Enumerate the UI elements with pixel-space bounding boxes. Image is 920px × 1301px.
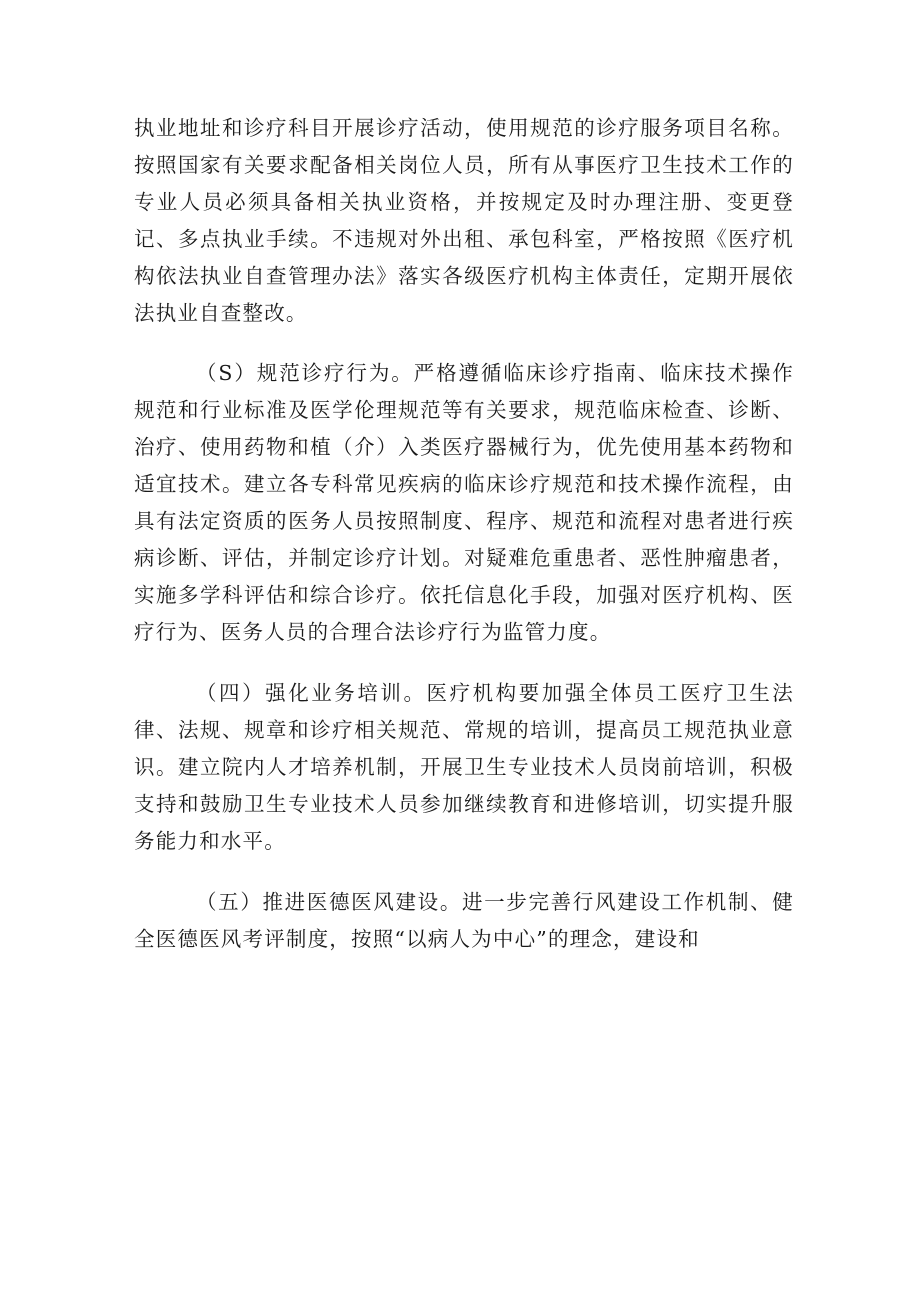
paragraph-section-3-standardize-diagnosis: （S）规范诊疗行为。严格遵循临床诊疗指南、临床技术操作规范和行业标准及医学伦理规范等有关要求，规范临床检查、诊断、治疗、使用药物和植（介）入类医疗器械行为，优先使用基本药物和适宜技术。建立各专科常见疾病的临床诊疗规范和技术操作流程，由具有法定资质的医务人员按照制度、程序、规范和流程对患者进行疾病诊断、评估，并制定诊疗计划。对疑难危重患者、恶性肿瘤患者，实施多学科评估和综合诊疗。依托信息化手段，加强对医疗机构、医疗行为、医务人员的合理合法诊疗行为监管力度。 [134,361,794,644]
paragraph-section-4-business-training: （四）强化业务培训。医疗机构要加强全体员工医疗卫生法律、法规、规章和诊疗相关规范、常规的培训，提高员工规范执业意识。建立院内人才培养机制，开展卫生专业技术人员岗前培训，积极支持和鼓励卫生专业技术人员参加继续教育和进修培训，切实提升服务能力和水平。 [134,681,794,853]
paragraph-continued: 执业地址和诊疗科目开展诊疗活动，使用规范的诊疗服务项目名称。按照国家有关要求配备相关岗位人员，所有从事医疗卫生技术工作的专业人员必须具备相关执业资格，并按规定及时办理注册、变更登记、多点执业手续。不违规对外出租、承包科室，严格按照《医疗机构依法执业自查管理办法》落实各级医疗机构主体责任，定期开展依法执业自查整改。 [134,116,794,325]
paragraph-section-5-medical-ethics: （五）推进医德医风建设。进一步完善行风建设工作机制、健全医德医风考评制度，按照“以病人为中心”的理念，建设和 [134,890,794,951]
document-body [134,110,794,958]
